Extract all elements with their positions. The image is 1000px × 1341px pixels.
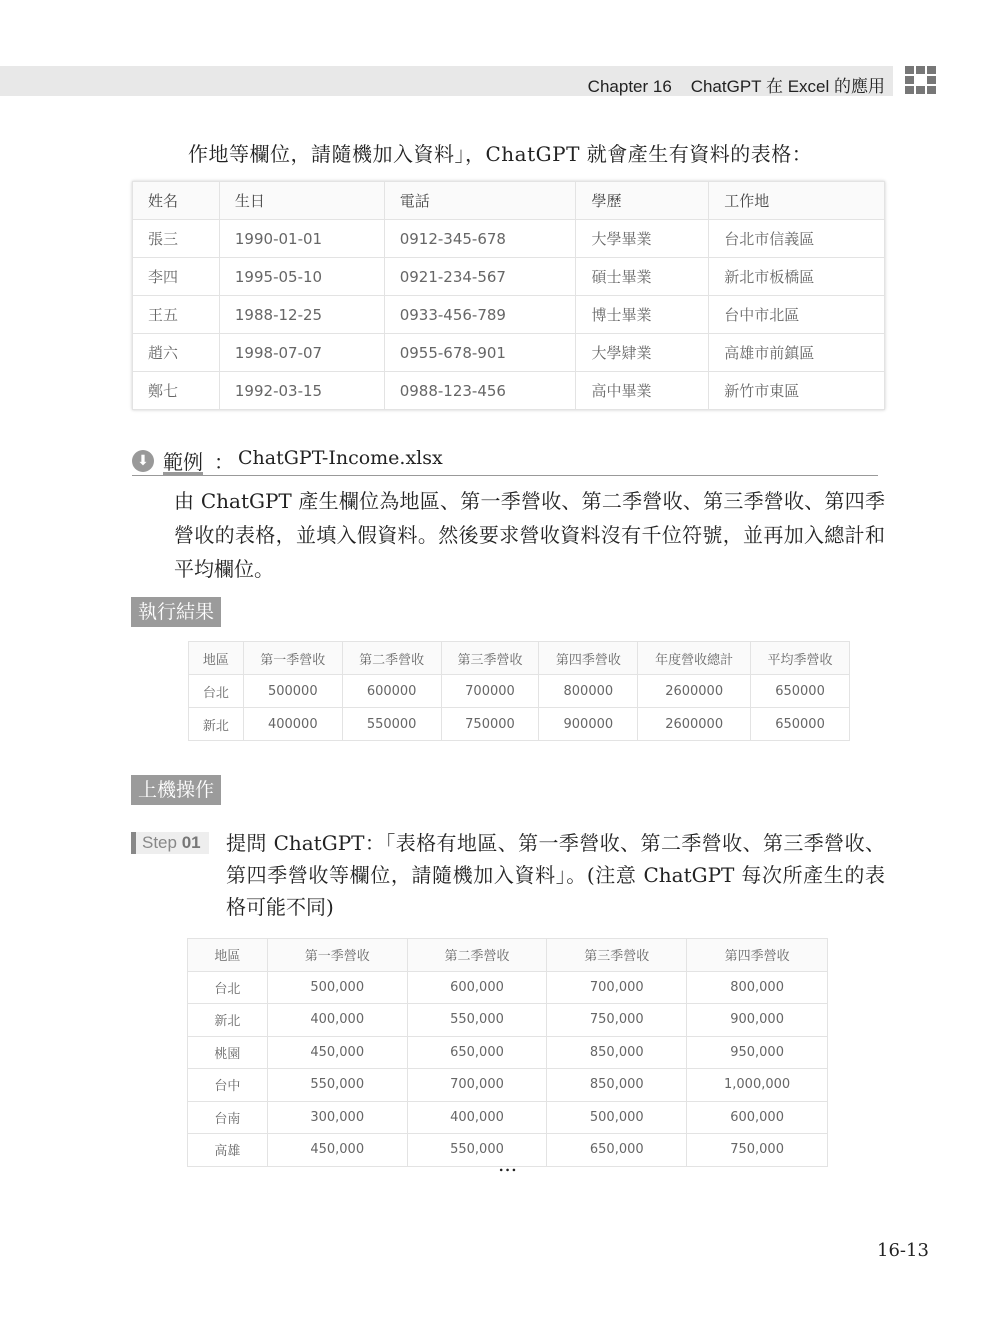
table-cell: 台南 [188,1101,268,1134]
column-header: 地區 [189,642,244,675]
table-cell: 450,000 [267,1036,407,1069]
table-row [188,1069,828,1102]
column-header: 平均季營收 [751,642,850,675]
table-cell: 500000 [243,675,342,708]
table-row [189,708,850,741]
table-cell: 高雄市前鎮區 [709,334,885,372]
table-income [187,938,828,1167]
example-description: 由 ChatGPT 產生欄位為地區、第一季營收、第二季營收、第三季營收、第四季營收的表格，並填入假資料。然後要求營收資料沒有千位符號，並再加入總計和平均欄位。 [174,489,885,581]
table-row [133,334,885,372]
table-row [188,1004,828,1037]
column-header: 地區 [188,939,268,972]
table-row [188,1101,828,1134]
column-header: 姓名 [133,182,220,220]
table-cell: 650,000 [547,1134,687,1167]
table-cell: 800,000 [687,971,828,1004]
table-cell: 李四 [133,258,220,296]
table-cell: 高雄 [188,1134,268,1167]
table-cell: 600,000 [687,1101,828,1134]
result-label: 執行結果 [131,597,221,627]
table-cell: 550000 [342,708,441,741]
example-label: 範例 [163,446,203,476]
table-cell: 400000 [243,708,342,741]
table-cell: 700000 [441,675,539,708]
table-income-wrap [187,938,828,1160]
table-cell: 900000 [539,708,638,741]
table-cell: 台北市信義區 [709,220,885,258]
table-cell: 台中 [188,1069,268,1102]
column-header: 第二季營收 [407,939,547,972]
table-row [188,1036,828,1069]
table-cell: 大學肄業 [576,334,709,372]
page-number: 16-13 [877,1240,929,1261]
table-cell: 750000 [441,708,539,741]
table-cell: 450,000 [267,1134,407,1167]
step-text: 提問 ChatGPT：「表格有地區、第一季營收、第二季營收、第三季營收、第四季營收等欄位，請隨機加入資料」。(注意 ChatGPT 每次所產生的表格可能不同) [226,831,885,919]
table-cell: 500,000 [547,1101,687,1134]
table-cell: 1998-07-07 [219,334,384,372]
column-header: 第一季營收 [267,939,407,972]
table-cell: 400,000 [407,1101,547,1134]
example-filename: ChatGPT-Income.xlsx [238,447,443,469]
table-cell: 750,000 [687,1134,828,1167]
column-header: 第三季營收 [547,939,687,972]
table-cell: 800000 [539,675,638,708]
column-header: 學歷 [576,182,709,220]
table-cell: 550,000 [407,1134,547,1167]
table-row [133,258,885,296]
table-cell: 2600000 [638,708,751,741]
table-cell: 新竹市東區 [709,372,885,410]
table-cell: 1992-03-15 [219,372,384,410]
table-cell: 趙六 [133,334,220,372]
table-cell: 台北 [189,675,244,708]
column-header: 第二季營收 [342,642,441,675]
table-cell: 600000 [342,675,441,708]
table-cell: 850,000 [547,1069,687,1102]
table-row [189,675,850,708]
table-cell: 500,000 [267,971,407,1004]
table-cell: 1988-12-25 [219,296,384,334]
ellipsis: ... [498,1152,518,1176]
column-header: 第四季營收 [687,939,828,972]
table-cell: 台北 [188,971,268,1004]
example-heading: ⬇ 範例 ： ChatGPT-Income.xlsx [132,446,878,476]
table-cell: 850,000 [547,1036,687,1069]
table-cell: 高中畢業 [576,372,709,410]
practice-label: 上機操作 [131,775,221,805]
table-cell: 王五 [133,296,220,334]
table-cell: 600,000 [407,971,547,1004]
table-cell: 900,000 [687,1004,828,1037]
table-cell: 650000 [751,675,850,708]
table-cell: 750,000 [547,1004,687,1037]
table-income-result-wrap [188,641,850,748]
table-cell: 1995-05-10 [219,258,384,296]
table-cell: 0988-123-456 [384,372,576,410]
table-cell: 0955-678-901 [384,334,576,372]
column-header: 第四季營收 [539,642,638,675]
table-cell: 2600000 [638,675,751,708]
column-header: 年度營收總計 [638,642,751,675]
table-cell: 1,000,000 [687,1069,828,1102]
table-cell: 大學畢業 [576,220,709,258]
table-cell: 台中市北區 [709,296,885,334]
step-badge: Step 01 [131,832,209,854]
column-header: 第一季營收 [243,642,342,675]
column-header: 工作地 [709,182,885,220]
table-cell: 400,000 [267,1004,407,1037]
table-cell: 張三 [133,220,220,258]
table-personal-data [132,181,885,410]
table-cell: 鄭七 [133,372,220,410]
table-cell: 700,000 [407,1069,547,1102]
table-row [133,372,885,410]
chapter-header: Chapter 16 ChatGPT 在 Excel 的應用 [587,77,885,96]
table-cell: 0912-345-678 [384,220,576,258]
table-cell: 新北市板橋區 [709,258,885,296]
table-cell: 博士畢業 [576,296,709,334]
table-cell: 550,000 [267,1069,407,1102]
table-cell: 桃園 [188,1036,268,1069]
table-cell: 950,000 [687,1036,828,1069]
table-cell: 碩士畢業 [576,258,709,296]
table-row [133,296,885,334]
chapter-grid-icon [905,66,936,96]
table-cell: 0921-234-567 [384,258,576,296]
intro-line: 作地等欄位，請隨機加入資料」，ChatGPT 就會產生有資料的表格： [188,142,813,166]
table-cell: 新北 [188,1004,268,1037]
table-cell: 650,000 [407,1036,547,1069]
column-header: 生日 [219,182,384,220]
table-income-result [188,641,850,741]
table-row [188,971,828,1004]
column-header: 電話 [384,182,576,220]
table-cell: 1990-01-01 [219,220,384,258]
download-icon: ⬇ [132,450,154,472]
table-cell: 新北 [189,708,244,741]
table-cell: 550,000 [407,1004,547,1037]
table-cell: 650000 [751,708,850,741]
table-row [133,220,885,258]
table-cell: 700,000 [547,971,687,1004]
table-cell: 300,000 [267,1101,407,1134]
table-cell: 0933-456-789 [384,296,576,334]
column-header: 第三季營收 [441,642,539,675]
